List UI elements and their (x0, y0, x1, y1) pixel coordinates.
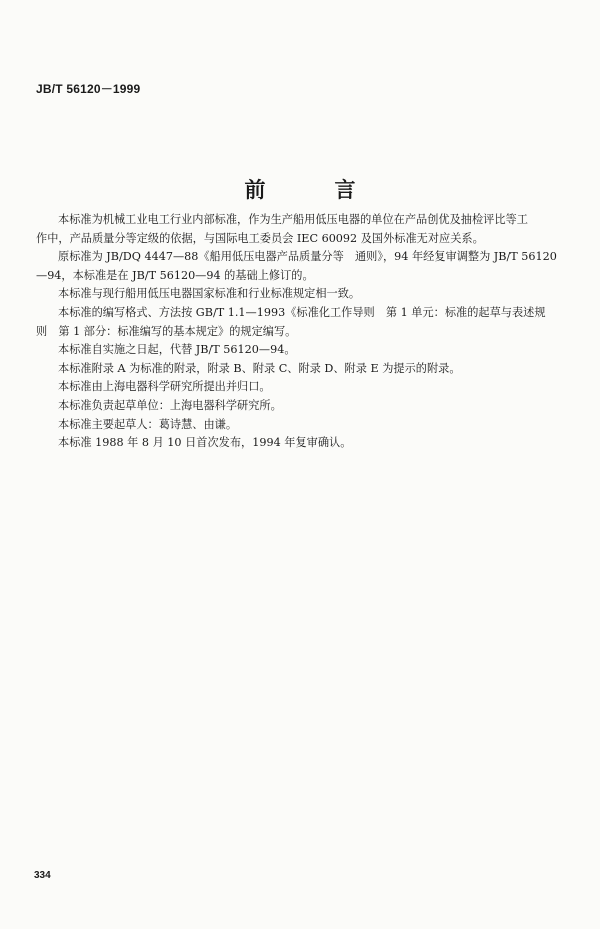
paragraph-replacement (36, 341, 564, 360)
paragraph-line: 本标准的编写格式、方法按 GB/T 1.1—1993《标准化工作导则 第 1 单元：标准的起草与表述规 (58, 305, 546, 319)
paragraph-format (36, 304, 564, 341)
paragraph-scope (36, 211, 564, 248)
paragraph-release-history (36, 434, 564, 453)
paragraph-consistency (36, 285, 564, 304)
paragraph-line: 本标准为机械工业电工行业内部标准，作为生产船用低压电器的单位在产品创优及抽检评比等工 (58, 213, 528, 226)
paragraph-line: 本标准与现行船用低压电器国家标准和行业标准规定相一致。 (58, 287, 361, 301)
paragraph-line: 则 第 1 部分：标准编写的基本规定》的规定编写。 (36, 324, 297, 338)
paragraph-line: 本标准 1988 年 8 月 10 日首次发布，1994 年复审确认。 (58, 436, 352, 450)
paragraph-line: 作中，产品质量分等定级的依据，与国际电工委员会 IEC 60092 及国外标准无对应关系。 (36, 231, 484, 245)
paragraph-drafters (36, 416, 564, 435)
paragraph-line: —94，本标准是在 JB/T 56120—94 的基础上修订的。 (36, 268, 314, 282)
standard-code-header: JB/T 56120－1999 (36, 82, 141, 96)
paragraph-line: 本标准由上海电器科学研究所提出并归口。 (58, 380, 271, 394)
paragraph-line: 本标准主要起草人：葛诗慧、由谦。 (58, 417, 238, 431)
page-title: 前 言 (244, 178, 380, 202)
foreword-body (36, 211, 564, 453)
paragraph-appendices (36, 360, 564, 379)
paragraph-line: 本标准自实施之日起，代替 JB/T 56120—94。 (58, 343, 296, 357)
paragraph-proposer (36, 378, 564, 397)
paragraph-line: 本标准负责起草单位：上海电器科学研究所。 (58, 398, 282, 412)
paragraph-line: 原标准为 JB/DQ 4447—88《船用低压电器产品质量分等 通则》，94 年经复审调整为 JB/T 56120 (58, 250, 557, 264)
paragraph-drafting-unit (36, 397, 564, 416)
paragraph-history (36, 248, 564, 285)
page-number: 334 (34, 870, 51, 881)
paragraph-line: 本标准附录 A 为标准的附录，附录 B、附录 C、附录 D、附录 E 为提示的附录。 (58, 361, 461, 375)
